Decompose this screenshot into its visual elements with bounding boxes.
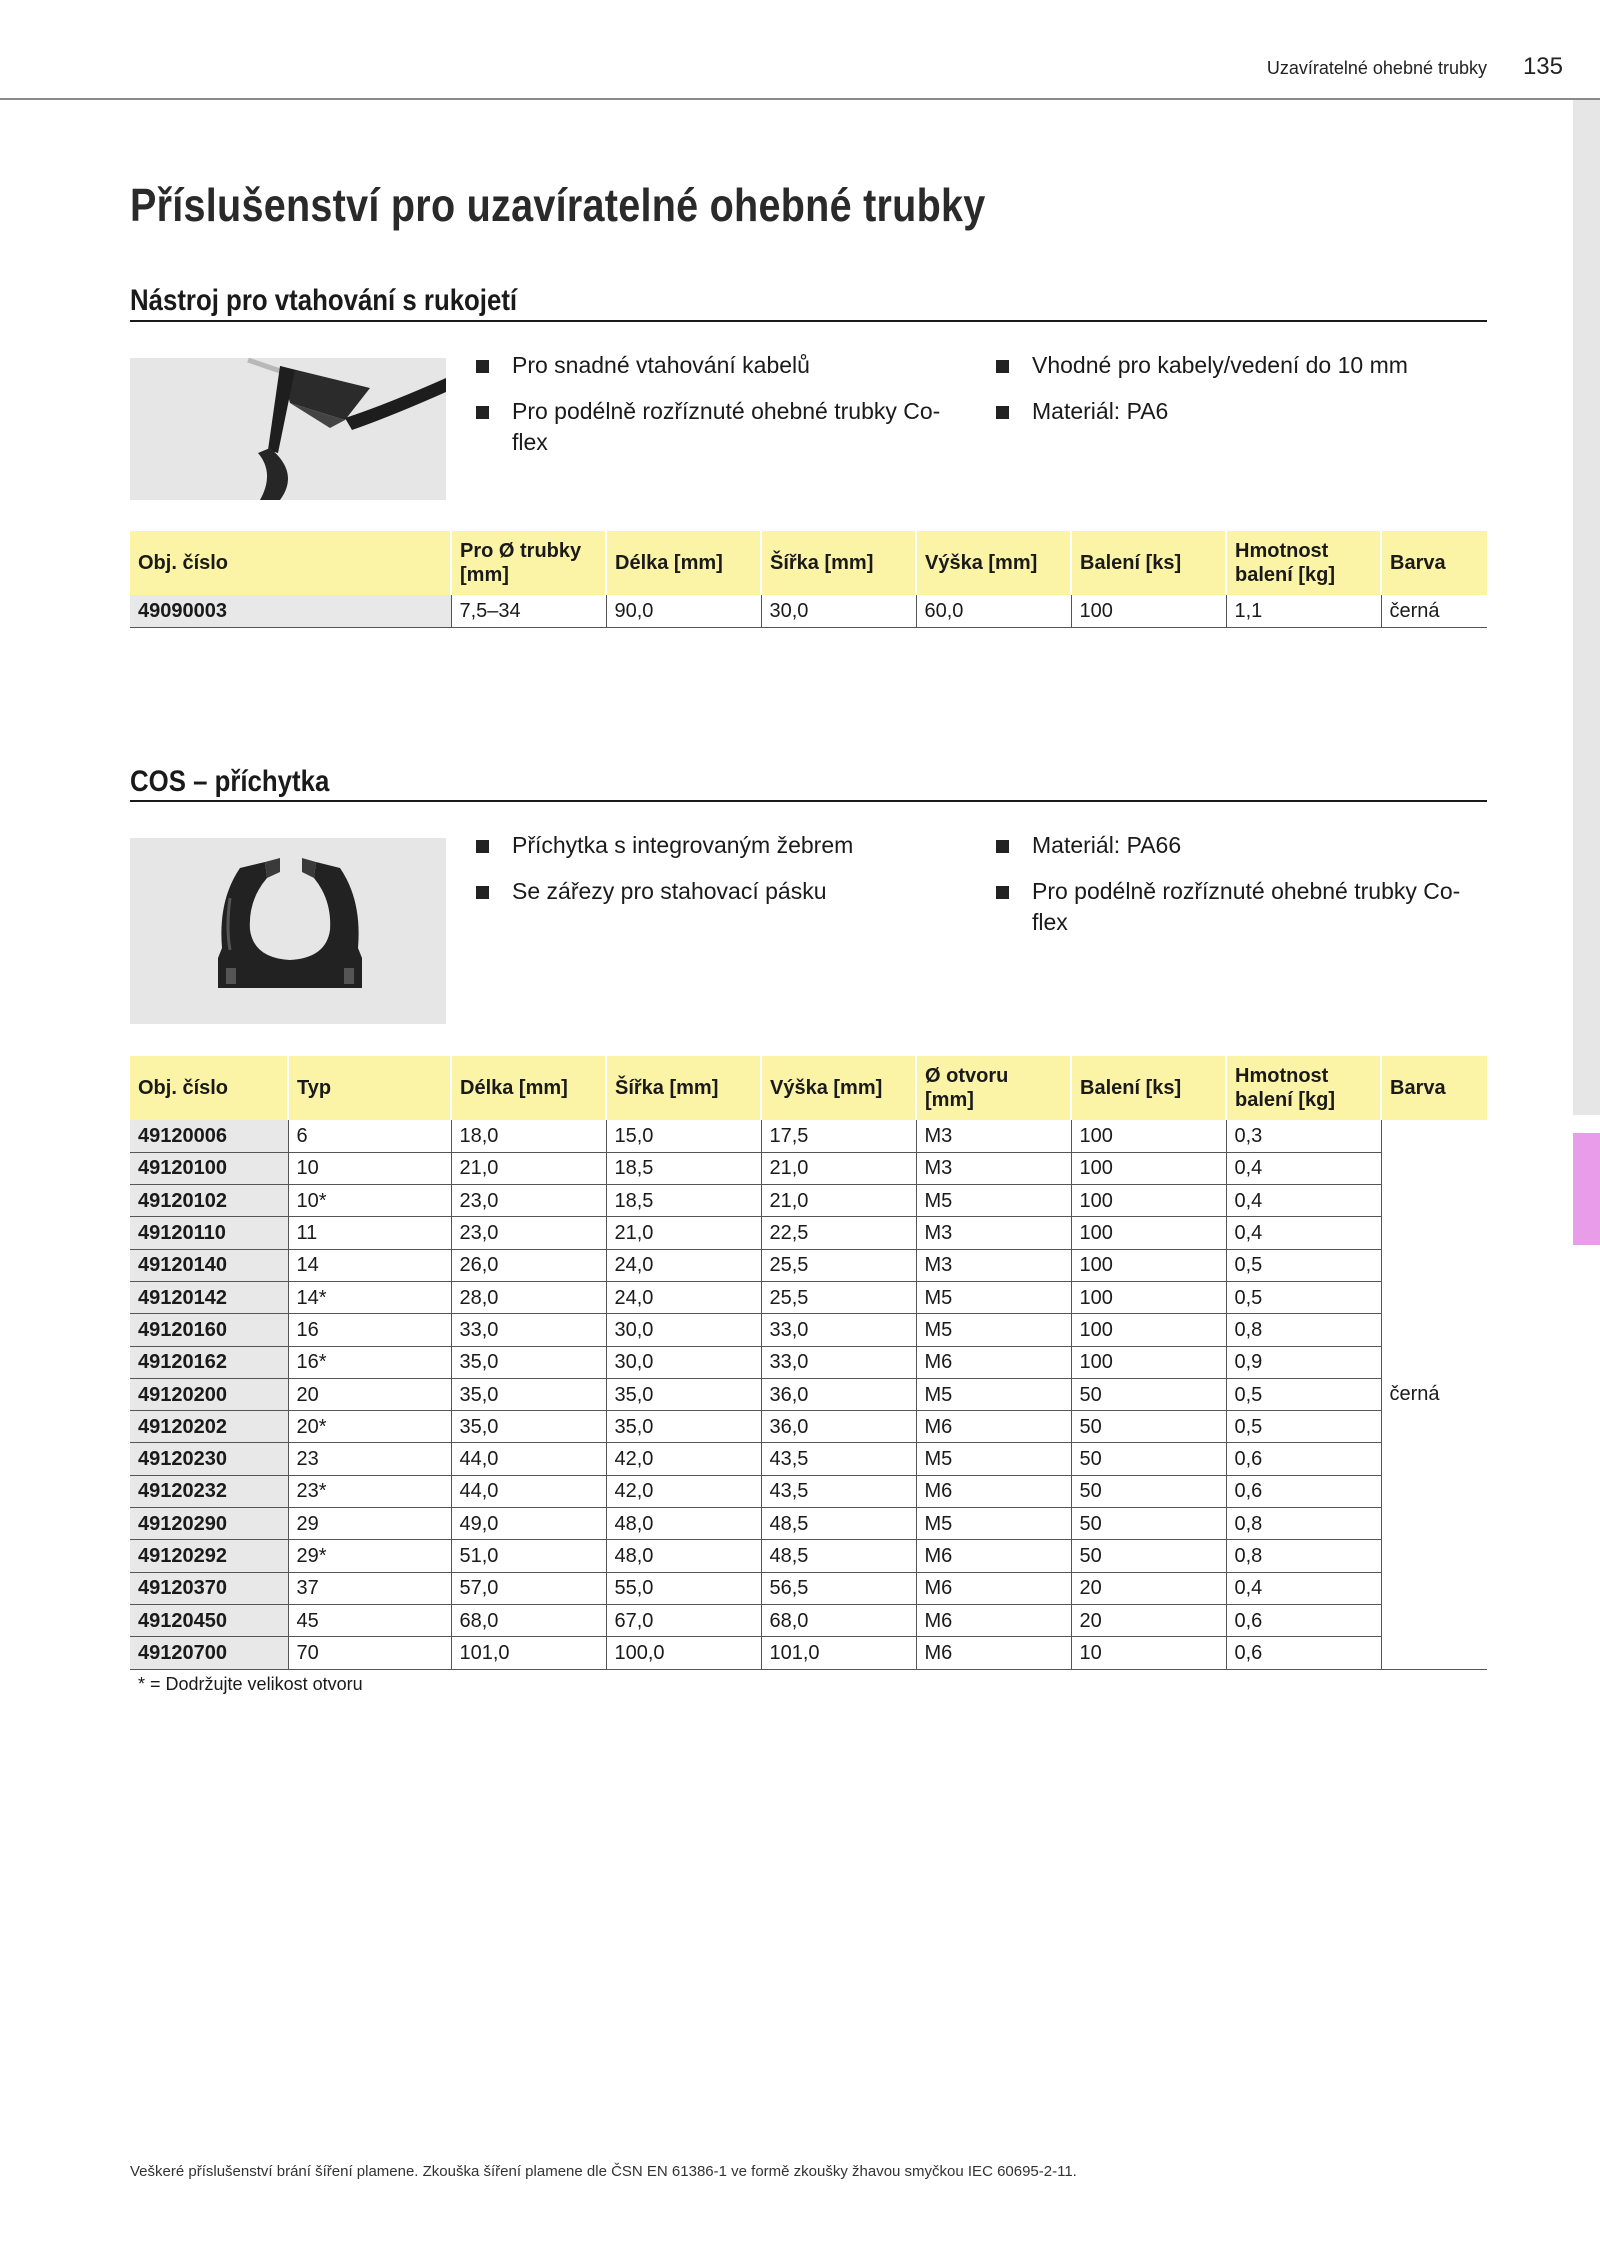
table-cell: 0,8 — [1226, 1540, 1381, 1572]
table-cell: 50 — [1071, 1411, 1226, 1443]
table-cell: 0,3 — [1226, 1120, 1381, 1152]
table-footnote: * = Dodržujte velikost otvoru — [138, 1674, 363, 1694]
bullet-square-icon — [476, 360, 489, 373]
table-cell: 100 — [1071, 1281, 1226, 1313]
page-number: 135 — [1522, 53, 1563, 80]
column-header: Barva — [1381, 1056, 1487, 1120]
table-cell: 0,5 — [1226, 1249, 1381, 1281]
table-cell: M6 — [916, 1637, 1071, 1669]
color-cell: černá — [1381, 1120, 1487, 1669]
order-number-cell: 49120370 — [130, 1572, 288, 1604]
table-cell: M6 — [916, 1604, 1071, 1636]
table-cell: M6 — [916, 1411, 1071, 1443]
table-cell: 20 — [1071, 1572, 1226, 1604]
table-cell: 20 — [288, 1378, 451, 1410]
product1-heading: Nástroj pro vtahování s rukojetí — [130, 284, 518, 317]
table-cell: 30,0 — [761, 595, 916, 627]
list-item: Pro snadné vtahování kabelů — [476, 350, 956, 381]
table-cell: 49,0 — [451, 1508, 606, 1540]
table-cell: 0,9 — [1226, 1346, 1381, 1378]
table-cell: 6 — [288, 1120, 451, 1152]
table-cell: 20* — [288, 1411, 451, 1443]
table-row — [130, 1314, 1487, 1346]
table-row — [130, 1281, 1487, 1313]
table-cell: 16* — [288, 1346, 451, 1378]
table-row — [130, 1249, 1487, 1281]
table-cell: 68,0 — [451, 1604, 606, 1636]
product1-bullets-left — [476, 350, 956, 473]
table-cell: M5 — [916, 1378, 1071, 1410]
table-cell: 14* — [288, 1281, 451, 1313]
table-cell: 35,0 — [451, 1411, 606, 1443]
list-item: Pro podélně rozříznuté ohebné trubky Co-flex — [996, 876, 1476, 938]
table-cell: 0,4 — [1226, 1152, 1381, 1184]
table-cell: 25,5 — [761, 1281, 916, 1313]
table-cell: 70 — [288, 1637, 451, 1669]
table-cell: M3 — [916, 1217, 1071, 1249]
table-cell: 25,5 — [761, 1249, 916, 1281]
tool-image — [130, 358, 446, 500]
column-header: Délka [mm] — [606, 531, 761, 595]
bullet-square-icon — [476, 406, 489, 419]
table-cell: 100 — [1071, 1185, 1226, 1217]
order-number-cell: 49120700 — [130, 1637, 288, 1669]
table-row — [130, 1411, 1487, 1443]
column-header: Hmotnost balení [kg] — [1226, 1056, 1381, 1120]
order-number-cell: 49120162 — [130, 1346, 288, 1378]
table-cell: 0,5 — [1226, 1378, 1381, 1410]
running-header-title: Uzavíratelné ohebné trubky — [1266, 58, 1487, 78]
table-cell: 50 — [1071, 1378, 1226, 1410]
table-cell: 50 — [1071, 1443, 1226, 1475]
table-cell: 42,0 — [606, 1475, 761, 1507]
table-cell: 18,5 — [606, 1152, 761, 1184]
table-row — [130, 1346, 1487, 1378]
list-item: Materiál: PA6 — [996, 396, 1476, 427]
column-header: Obj. číslo — [130, 531, 451, 595]
column-header: Výška [mm] — [916, 531, 1071, 595]
table-cell: 20 — [1071, 1604, 1226, 1636]
table-row — [130, 1637, 1487, 1669]
table-row — [130, 1604, 1487, 1636]
table-cell: 48,5 — [761, 1508, 916, 1540]
table-cell: 100 — [1071, 1152, 1226, 1184]
table-cell: 15,0 — [606, 1120, 761, 1152]
table-row — [130, 1378, 1487, 1410]
product1-bullets-right — [996, 350, 1476, 442]
order-number-cell: 49090003 — [130, 595, 451, 627]
table-cell: 43,5 — [761, 1443, 916, 1475]
table-cell: 0,4 — [1226, 1217, 1381, 1249]
table-cell: 21,0 — [451, 1152, 606, 1184]
column-header: Pro Ø trubky [mm] — [451, 531, 606, 595]
table-cell: 23,0 — [451, 1217, 606, 1249]
column-header: Balení [ks] — [1071, 531, 1226, 595]
table-cell: 10 — [1071, 1637, 1226, 1669]
table-cell: M6 — [916, 1475, 1071, 1507]
table-cell: 35,0 — [606, 1411, 761, 1443]
table-row — [130, 1185, 1487, 1217]
table-header-row — [130, 1056, 1487, 1120]
table-cell: 29 — [288, 1508, 451, 1540]
order-number-cell: 49120232 — [130, 1475, 288, 1507]
order-number-cell: 49120292 — [130, 1540, 288, 1572]
table-cell: M3 — [916, 1249, 1071, 1281]
table-cell: 68,0 — [761, 1604, 916, 1636]
product2-table — [130, 1056, 1487, 1670]
table-cell: 35,0 — [451, 1378, 606, 1410]
column-header: Hmotnost balení [kg] — [1226, 531, 1381, 595]
table-cell: 56,5 — [761, 1572, 916, 1604]
table-row — [130, 1572, 1487, 1604]
table-cell: M5 — [916, 1281, 1071, 1313]
table-cell: 0,8 — [1226, 1314, 1381, 1346]
table-cell: 100 — [1071, 1249, 1226, 1281]
table-cell: 100 — [1071, 1346, 1226, 1378]
table-cell: M5 — [916, 1443, 1071, 1475]
table-cell: 30,0 — [606, 1314, 761, 1346]
table-cell: 67,0 — [606, 1604, 761, 1636]
page-footer-note: Veškeré příslušenství brání šíření plamene. Zkouška šíření plamene dle ČSN EN 61386-1 ve formě zkoušky žhavou smyčkou IEC 60695-2-11. — [130, 2163, 1077, 2180]
list-item: Vhodné pro kabely/vedení do 10 mm — [996, 350, 1476, 381]
table-cell: 60,0 — [916, 595, 1071, 627]
bullet-square-icon — [996, 406, 1009, 419]
table-cell: 21,0 — [761, 1152, 916, 1184]
order-number-cell: 49120290 — [130, 1508, 288, 1540]
table-cell: 33,0 — [761, 1314, 916, 1346]
table-cell: 43,5 — [761, 1475, 916, 1507]
clip-image — [130, 838, 446, 1024]
list-item: Se zářezy pro stahovací pásku — [476, 876, 956, 907]
table-row — [130, 1475, 1487, 1507]
table-cell: 7,5–34 — [451, 595, 606, 627]
product2-bullets-left — [476, 830, 956, 922]
list-item: Materiál: PA66 — [996, 830, 1476, 861]
table-cell: 100 — [1071, 1120, 1226, 1152]
table-cell: 37 — [288, 1572, 451, 1604]
table-cell: 33,0 — [761, 1346, 916, 1378]
bullet-square-icon — [996, 840, 1009, 853]
table-cell: M5 — [916, 1508, 1071, 1540]
table-cell: 22,5 — [761, 1217, 916, 1249]
side-chapter-tab — [1573, 1133, 1600, 1245]
table-cell: 100,0 — [606, 1637, 761, 1669]
table-cell: 0,5 — [1226, 1411, 1381, 1443]
table-cell: 28,0 — [451, 1281, 606, 1313]
table-row — [130, 1540, 1487, 1572]
table-cell: 48,0 — [606, 1540, 761, 1572]
table-cell: 35,0 — [606, 1378, 761, 1410]
table-cell: 0,6 — [1226, 1637, 1381, 1669]
bullet-square-icon — [996, 360, 1009, 373]
column-header: Šířka [mm] — [606, 1056, 761, 1120]
order-number-cell: 49120110 — [130, 1217, 288, 1249]
table-cell: M6 — [916, 1572, 1071, 1604]
table-cell: M3 — [916, 1152, 1071, 1184]
table-cell: 11 — [288, 1217, 451, 1249]
table-cell: 23,0 — [451, 1185, 606, 1217]
list-item: Pro podélně rozříznuté ohebné trubky Co-flex — [476, 396, 956, 458]
table-cell: 50 — [1071, 1475, 1226, 1507]
column-header: Délka [mm] — [451, 1056, 606, 1120]
order-number-cell: 49120140 — [130, 1249, 288, 1281]
bullet-square-icon — [476, 840, 489, 853]
order-number-cell: 49120160 — [130, 1314, 288, 1346]
table-cell: 10 — [288, 1152, 451, 1184]
order-number-cell: 49120006 — [130, 1120, 288, 1152]
table-cell: 24,0 — [606, 1249, 761, 1281]
table-cell: 100 — [1071, 1217, 1226, 1249]
table-cell: 14 — [288, 1249, 451, 1281]
table-cell: 44,0 — [451, 1475, 606, 1507]
table-cell: 21,0 — [606, 1217, 761, 1249]
table-cell: 55,0 — [606, 1572, 761, 1604]
order-number-cell: 49120102 — [130, 1185, 288, 1217]
table-cell: 45 — [288, 1604, 451, 1636]
table-cell: 0,6 — [1226, 1604, 1381, 1636]
table-cell: 35,0 — [451, 1346, 606, 1378]
table-row — [130, 595, 1487, 627]
table-cell: 48,5 — [761, 1540, 916, 1572]
table-cell: 42,0 — [606, 1443, 761, 1475]
column-header: Balení [ks] — [1071, 1056, 1226, 1120]
table-cell: 33,0 — [451, 1314, 606, 1346]
table-row — [130, 1443, 1487, 1475]
column-header: Obj. číslo — [130, 1056, 288, 1120]
product2-bullets-right — [996, 830, 1476, 953]
table-cell: 26,0 — [451, 1249, 606, 1281]
table-cell: 90,0 — [606, 595, 761, 627]
table-cell: 36,0 — [761, 1378, 916, 1410]
bullet-square-icon — [476, 886, 489, 899]
side-thumb-index — [1573, 100, 1600, 1115]
order-number-cell: 49120202 — [130, 1411, 288, 1443]
table-cell: 100 — [1071, 595, 1226, 627]
table-cell: 18,5 — [606, 1185, 761, 1217]
table-cell: 0,6 — [1226, 1475, 1381, 1507]
order-number-cell: 49120200 — [130, 1378, 288, 1410]
table-cell: M3 — [916, 1120, 1071, 1152]
table-cell: M5 — [916, 1314, 1071, 1346]
table-cell: 23 — [288, 1443, 451, 1475]
column-header: Typ — [288, 1056, 451, 1120]
table-cell: 0,4 — [1226, 1572, 1381, 1604]
table-cell: 1,1 — [1226, 595, 1381, 627]
table-header-row — [130, 531, 1487, 595]
table-cell: 23* — [288, 1475, 451, 1507]
table-cell: 57,0 — [451, 1572, 606, 1604]
page-title: Příslušenství pro uzavíratelné ohebné trubky — [130, 179, 986, 231]
table-cell: 29* — [288, 1540, 451, 1572]
column-header: Barva — [1381, 531, 1487, 595]
column-header: Ø otvoru [mm] — [916, 1056, 1071, 1120]
table-row — [130, 1152, 1487, 1184]
product1-rule — [130, 320, 1487, 322]
list-item: Příchytka s integrovaným žebrem — [476, 830, 956, 861]
table-cell: 101,0 — [451, 1637, 606, 1669]
product2-heading: COS – příchytka — [130, 765, 330, 798]
table-cell: 21,0 — [761, 1185, 916, 1217]
table-cell: 50 — [1071, 1508, 1226, 1540]
table-cell: 0,5 — [1226, 1281, 1381, 1313]
table-cell: 50 — [1071, 1540, 1226, 1572]
table-cell: 51,0 — [451, 1540, 606, 1572]
order-number-cell: 49120450 — [130, 1604, 288, 1636]
table-cell: 101,0 — [761, 1637, 916, 1669]
table-cell: M5 — [916, 1185, 1071, 1217]
column-header: Šířka [mm] — [761, 531, 916, 595]
table-cell: M6 — [916, 1540, 1071, 1572]
table-cell: M6 — [916, 1346, 1071, 1378]
table-cell: černá — [1381, 595, 1487, 627]
table-row — [130, 1217, 1487, 1249]
table-cell: 16 — [288, 1314, 451, 1346]
table-cell: 30,0 — [606, 1346, 761, 1378]
bullet-square-icon — [996, 886, 1009, 899]
table-cell: 48,0 — [606, 1508, 761, 1540]
order-number-cell: 49120100 — [130, 1152, 288, 1184]
table-cell: 44,0 — [451, 1443, 606, 1475]
table-cell: 24,0 — [606, 1281, 761, 1313]
table-cell: 18,0 — [451, 1120, 606, 1152]
table-cell: 0,4 — [1226, 1185, 1381, 1217]
product2-rule — [130, 800, 1487, 802]
table-row — [130, 1120, 1487, 1152]
table-cell: 36,0 — [761, 1411, 916, 1443]
order-number-cell: 49120142 — [130, 1281, 288, 1313]
order-number-cell: 49120230 — [130, 1443, 288, 1475]
product1-table — [130, 531, 1487, 628]
table-cell: 100 — [1071, 1314, 1226, 1346]
table-cell: 0,6 — [1226, 1443, 1381, 1475]
column-header: Výška [mm] — [761, 1056, 916, 1120]
table-cell: 10* — [288, 1185, 451, 1217]
header-rule — [0, 98, 1600, 100]
table-cell: 17,5 — [761, 1120, 916, 1152]
table-cell: 0,8 — [1226, 1508, 1381, 1540]
table-row — [130, 1508, 1487, 1540]
